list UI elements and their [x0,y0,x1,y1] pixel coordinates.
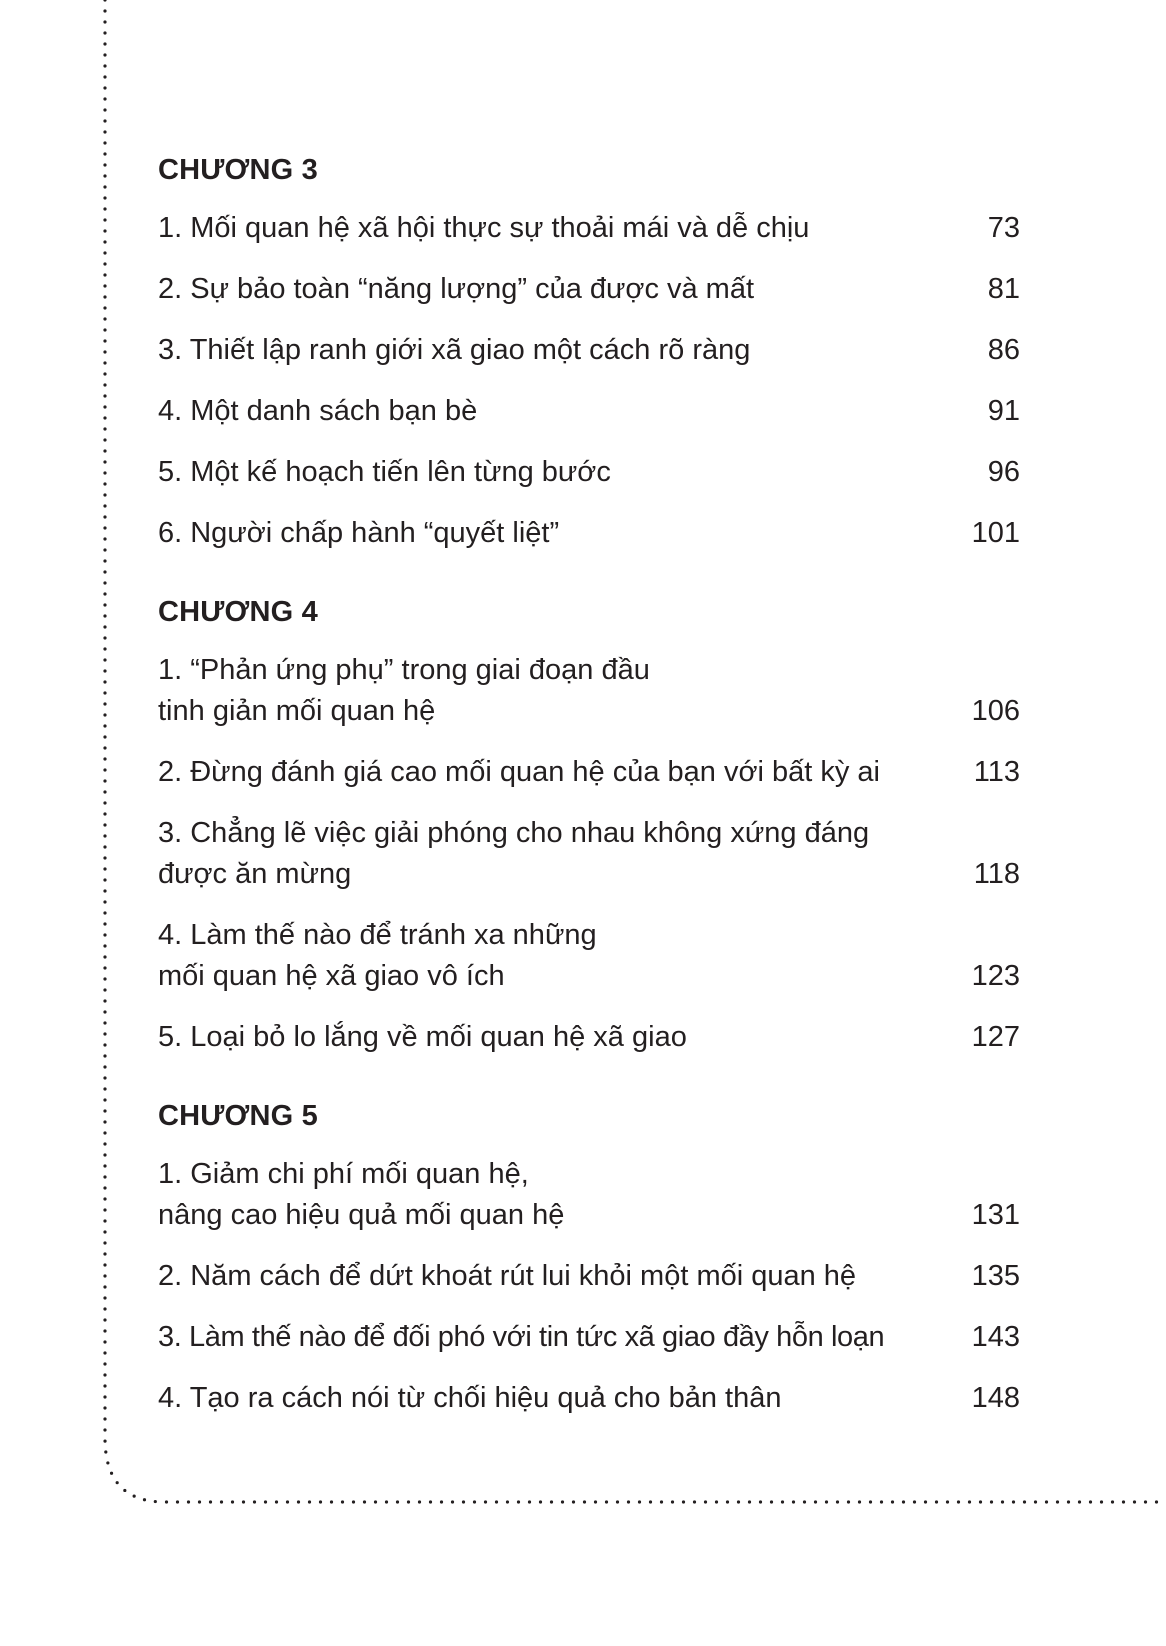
entry-title: 2. Năm cách để dứt khoát rút lui khỏi một mối quan hệ [158,1260,857,1292]
entry-title: 5. Một kế hoạch tiến lên từng bước [158,456,611,488]
entry-title: 3. Chẳng lẽ việc giải phóng cho nhau không xứng đáng được ăn mừng [158,817,870,890]
entry-page-number: 131 [971,1199,1020,1231]
entry-list [158,1154,1020,1419]
entry-page-number: 113 [973,756,1020,788]
toc-entry [158,513,1020,554]
toc-entry [158,208,1020,249]
toc-entry [158,1317,1020,1358]
toc-entry [158,1017,1020,1058]
toc-entry [158,650,1020,732]
entry-page-number: 143 [971,1321,1020,1353]
table-of-contents [158,150,1020,1419]
toc-entry [158,391,1020,432]
entry-title: 4. Làm thế nào để tránh xa những mối quan hệ xã giao vô ích [158,919,597,992]
entry-page-number: 135 [971,1260,1020,1292]
entry-page-number: 123 [971,960,1020,992]
entry-list [158,208,1020,554]
toc-entry [158,269,1020,310]
entry-page-number: 81 [987,273,1020,305]
chapter-3-section [158,150,1020,554]
entry-title: 1. Mối quan hệ xã hội thực sự thoải mái và dễ chịu [158,212,810,244]
entry-title: 4. Một danh sách bạn bè [158,395,478,427]
entry-page-number: 127 [971,1021,1020,1053]
entry-title: 3. Làm thế nào để đối phó với tin tức xã giao đầy hỗn loạn [158,1321,885,1353]
entry-title: 5. Loại bỏ lo lắng về mối quan hệ xã giao [158,1021,687,1053]
toc-entry [158,452,1020,493]
entry-title: 2. Sự bảo toàn “năng lượng” của được và mất [158,273,755,305]
entry-title: 1. “Phản ứng phụ” trong giai đoạn đầu tinh giản mối quan hệ [158,654,650,727]
entry-title: 1. Giảm chi phí mối quan hệ, nâng cao hiệu quả mối quan hệ [158,1158,565,1231]
chapter-5-section [158,1096,1020,1419]
entry-page-number: 118 [973,858,1020,890]
toc-entry [158,1154,1020,1236]
entry-page-number: 91 [987,395,1020,427]
toc-entry [158,915,1020,997]
chapter-heading: CHƯƠNG 4 [158,596,318,628]
toc-entry [158,813,1020,895]
toc-entry [158,752,1020,793]
entry-page-number: 148 [971,1382,1020,1414]
toc-entry [158,1378,1020,1419]
entry-title: 2. Đừng đánh giá cao mối quan hệ của bạn với bất kỳ ai [158,756,880,788]
entry-page-number: 96 [987,456,1020,488]
entry-page-number: 106 [971,695,1020,727]
toc-entry [158,330,1020,371]
entry-title: 6. Người chấp hành “quyết liệt” [158,517,560,549]
entry-page-number: 73 [987,212,1020,244]
chapter-heading: CHƯƠNG 3 [158,154,318,186]
toc-entry [158,1256,1020,1297]
chapter-heading: CHƯƠNG 5 [158,1100,318,1132]
entry-list [158,650,1020,1058]
chapter-4-section [158,592,1020,1058]
entry-title: 3. Thiết lập ranh giới xã giao một cách rõ ràng [158,334,751,366]
entry-page-number: 101 [971,517,1020,549]
entry-page-number: 86 [987,334,1020,366]
entry-title: 4. Tạo ra cách nói từ chối hiệu quả cho bản thân [158,1382,782,1414]
